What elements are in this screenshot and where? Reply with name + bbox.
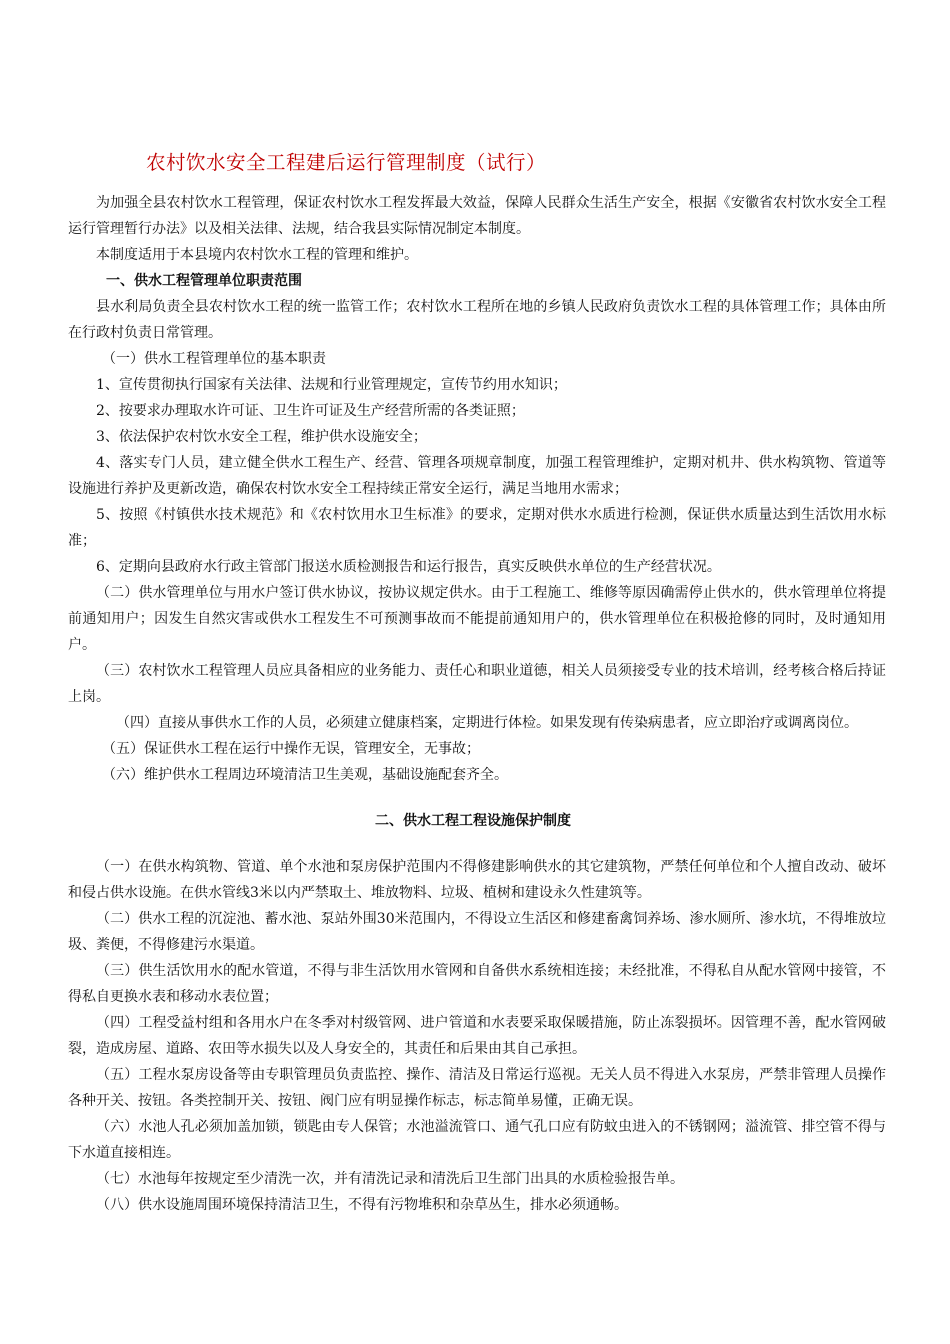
intro-paragraph: 为加强全县农村饮水工程管理，保证农村饮水工程发挥最大效益，保障人民群众生活生产安全，根据《安徽省农村饮水安全工程运行管理暂行办法》以及相关法律、法规，结合我县实际情况制定本制度。 xyxy=(68,195,886,237)
duty-item: 1、宣传贯彻执行国家有关法律、法规和行业管理规定，宣传节约用水知识； xyxy=(96,377,567,393)
section2-item: （八）供水设施周围环境保持清洁卫生，不得有污物堆积和杂草丛生，排水必须通畅。 xyxy=(96,1197,628,1213)
section1-item3: （三）农村饮水工程管理人员应具备相应的业务能力、责任心和职业道德，相关人员须接受专业的技术培训，经考核合格后持证上岗。 xyxy=(68,663,886,705)
section2-item: （四）工程受益村组和各用水户在冬季对村级管网、进户管道和水表要采取保暖措施，防止冻裂损坏。因管理不善，配水管网破裂，造成房屋、道路、农田等水损失以及人身安全的，其责任和后果由其自己承担。 xyxy=(68,1015,886,1057)
section1-item2: （二）供水管理单位与用水户签订供水协议，按协议规定供水。由于工程施工、维修等原因确需停止供水的，供水管理单位将提前通知用户；因发生自然灾害或供水工程发生不可预测事故而不能提前通知用户的，供水管理单位在积极抢修的同时，及时通知用户。 xyxy=(68,585,886,653)
sub1-heading: （一）供水工程管理单位的基本职责 xyxy=(102,351,326,367)
section2-item: （二）供水工程的沉淀池、蓄水池、泵站外围30米范围内，不得设立生活区和修建畜禽饲养场、渗水厕所、渗水坑，不得堆放垃圾、粪便，不得修建污水渠道。 xyxy=(68,911,886,953)
document-title: 农村饮水安全工程建后运行管理制度（试行） xyxy=(146,151,547,174)
document-body xyxy=(68,190,886,1218)
section1-item6: （六）维护供水工程周边环境清洁卫生美观，基础设施配套齐全。 xyxy=(102,767,508,783)
section1-heading: 一、供水工程管理单位职责范围 xyxy=(106,273,302,289)
section2-item: （七）水池每年按规定至少清洗一次，并有清洗记录和清洗后卫生部门出具的水质检验报告单。 xyxy=(96,1171,684,1187)
section2-item: （六）水池人孔必须加盖加锁，锁匙由专人保管；水池溢流管口、通气孔口应有防蚊虫进入的不锈钢网；溢流管、排空管不得与下水道直接相连。 xyxy=(68,1119,886,1161)
section2-item: （一）在供水构筑物、管道、单个水池和泵房保护范围内不得修建影响供水的其它建筑物，严禁任何单位和个人擅自改动、破坏和侵占供水设施。在供水管线3米以内严禁取土、堆放物料、垃圾、植树和建设永久性建筑等。 xyxy=(68,859,886,901)
section1-item5: （五）保证供水工程在运行中操作无误，管理安全，无事故； xyxy=(102,741,480,757)
duty-item: 5、按照《村镇供水技术规范》和《农村饮用水卫生标准》的要求，定期对供水水质进行检测，保证供水质量达到生活饮用水标准； xyxy=(68,507,886,549)
section1-intro: 县水利局负责全县农村饮水工程的统一监管工作；农村饮水工程所在地的乡镇人民政府负责饮水工程的具体管理工作；具体由所在行政村负责日常管理。 xyxy=(68,299,886,341)
duty-item: 3、依法保护农村饮水安全工程，维护供水设施安全； xyxy=(96,429,427,445)
duty-item: 4、落实专门人员，建立健全供水工程生产、经营、管理各项规章制度，加强工程管理维护，定期对机井、供水构筑物、管道等设施进行养护及更新改造，确保农村饮水安全工程持续正常安全运行，满足当地用水需求； xyxy=(68,455,886,497)
section1-item4: （四）直接从事供水工作的人员，必须建立健康档案，定期进行体检。如果发现有传染病患者，应立即治疗或调离岗位。 xyxy=(116,715,858,731)
section2-item: （五）工程水泵房设备等由专职管理员负责监控、操作、清洁及日常运行巡视。无关人员不得进入水泵房，严禁非管理人员操作各种开关、按钮。各类控制开关、按钮、阀门应有明显操作标志，标志简单易懂，正确无误。 xyxy=(68,1067,886,1109)
duty-item: 2、按要求办理取水许可证、卫生许可证及生产经营所需的各类证照； xyxy=(96,403,525,419)
section2-item: （三）供生活饮用水的配水管道，不得与非生活饮用水管网和自备供水系统相连接；未经批准，不得私自从配水管网中接管，不得私自更换水表和移动水表位置； xyxy=(68,963,886,1005)
section2-heading: 二、供水工程工程设施保护制度 xyxy=(375,813,571,829)
scope-paragraph: 本制度适用于本县境内农村饮水工程的管理和维护。 xyxy=(96,247,418,263)
duty-item: 6、定期向县政府水行政主管部门报送水质检测报告和运行报告，真实反映供水单位的生产经营状况。 xyxy=(96,559,721,575)
